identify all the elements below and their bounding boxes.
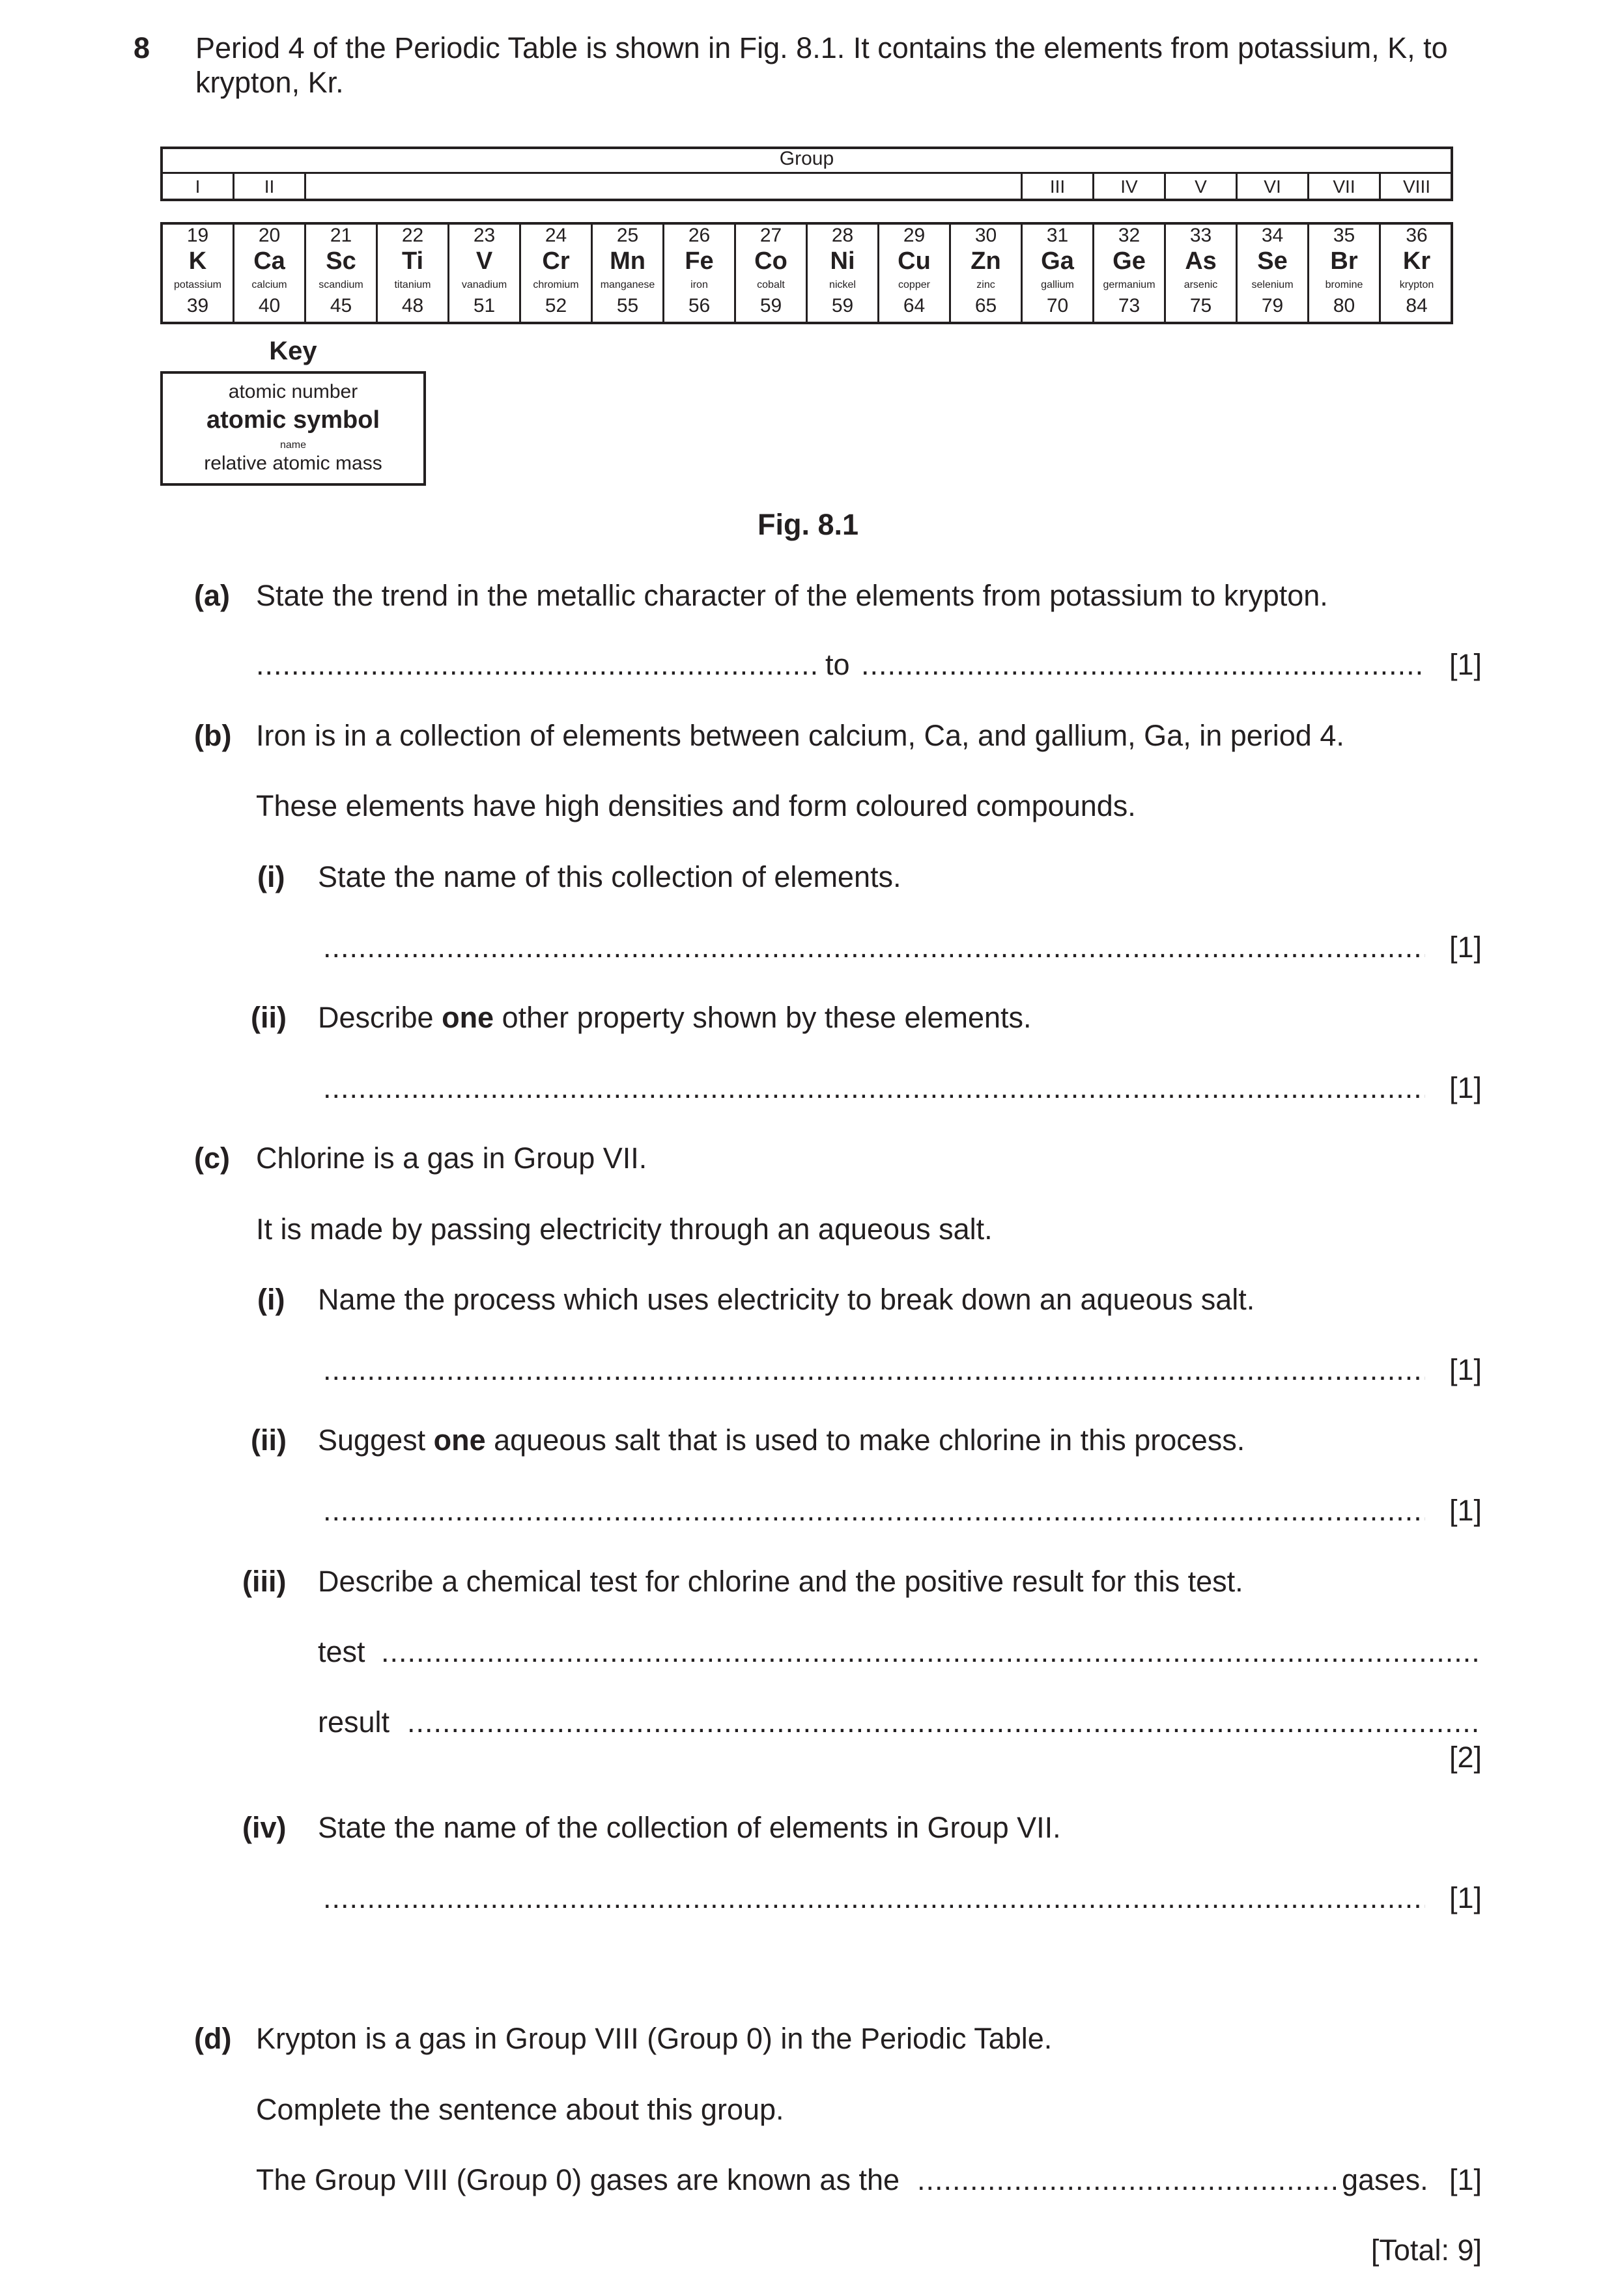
element-relative-atomic-mass: 48 [401, 295, 424, 316]
element-relative-atomic-mass: 59 [759, 295, 782, 316]
element-name: copper [898, 279, 930, 290]
element-symbol: Co [754, 247, 787, 275]
part-c-iii-test-label: test [318, 1635, 365, 1668]
element-relative-atomic-mass: 59 [831, 295, 854, 316]
element-relative-atomic-mass: 79 [1261, 295, 1284, 316]
element-atomic-number: 31 [1046, 225, 1069, 246]
part-d-answer-line[interactable] [917, 2163, 1336, 2197]
element-relative-atomic-mass: 45 [330, 295, 352, 316]
element-cell-ni [808, 225, 879, 322]
element-relative-atomic-mass: 84 [1406, 295, 1428, 316]
element-name: selenium [1251, 279, 1294, 290]
element-atomic-number: 35 [1333, 225, 1355, 246]
group-iii-header: III [1023, 174, 1094, 200]
part-c-ii-label: (ii) [251, 1423, 287, 1457]
element-symbol: V [475, 247, 493, 275]
element-name: cobalt [757, 279, 785, 290]
part-c-iv-label: (iv) [242, 1811, 287, 1844]
key-atomic-symbol: atomic symbol [206, 406, 380, 434]
group-title: Group [779, 148, 834, 169]
question-intro-line2: krypton, Kr. [195, 66, 344, 99]
group-transition-blank [306, 174, 1023, 200]
part-b-text: Iron is in a collection of elements between calcium, Ca, and gallium, Ga, in period 4. [256, 719, 1344, 752]
key-title: Key [269, 337, 317, 365]
part-b-i-text: State the name of this collection of elements. [318, 860, 901, 893]
element-atomic-number: 19 [186, 225, 209, 246]
element-symbol: Se [1257, 247, 1288, 275]
element-cell-v [449, 225, 521, 322]
part-c-iv-mark: [1] [1449, 1881, 1482, 1914]
element-relative-atomic-mass: 64 [903, 295, 926, 316]
part-a-answer-line-1[interactable] [256, 648, 817, 682]
element-relative-atomic-mass: 52 [545, 295, 567, 316]
group-vii-header: VII [1309, 174, 1381, 200]
element-atomic-number: 22 [401, 225, 424, 246]
element-cell-cu [879, 225, 951, 322]
element-atomic-number: 27 [759, 225, 782, 246]
part-d-sentence-end: gases. [1342, 2163, 1428, 2196]
key-name: name [279, 440, 307, 451]
part-a-text: State the trend in the metallic character of the elements from potassium to krypton. [256, 579, 1328, 612]
element-cell-se [1238, 225, 1309, 322]
part-b-label: (b) [194, 719, 232, 752]
element-relative-atomic-mass: 39 [186, 295, 209, 316]
part-c-i-label: (i) [257, 1283, 285, 1316]
key-box [160, 371, 426, 486]
part-b-ii-label: (ii) [251, 1001, 287, 1034]
element-relative-atomic-mass: 40 [258, 295, 281, 316]
question-total: [Total: 9] [1370, 2233, 1482, 2267]
element-name: potassium [174, 279, 221, 290]
element-cell-ti [378, 225, 449, 322]
element-symbol: Ga [1041, 247, 1074, 275]
question-intro-line1: Period 4 of the Periodic Table is shown in Fig. 8.1. It contains the elements from potassium, K, to [195, 31, 1448, 64]
part-c-iv-text: State the name of the collection of elements in Group VII. [318, 1811, 1061, 1844]
element-atomic-number: 23 [473, 225, 496, 246]
element-cell-zn [951, 225, 1023, 322]
part-c-iii-result-label: result [318, 1705, 390, 1739]
group-viii-header: VIII [1402, 176, 1430, 197]
part-c-iii-mark: [2] [1449, 1741, 1482, 1774]
element-name: bromine [1325, 279, 1363, 290]
element-cell-cr [521, 225, 593, 322]
element-relative-atomic-mass: 80 [1333, 295, 1355, 316]
part-a-answer-line-2[interactable] [861, 648, 1425, 682]
part-c-i-text: Name the process which uses electricity to break down an aqueous salt. [318, 1283, 1255, 1316]
part-b-i-label: (i) [257, 860, 285, 893]
element-atomic-number: 34 [1261, 225, 1284, 246]
element-symbol: Br [1330, 247, 1358, 275]
part-b-i-answer-line[interactable] [323, 931, 1425, 964]
element-name: zinc [976, 279, 995, 290]
element-atomic-number: 33 [1189, 225, 1212, 246]
element-name: gallium [1041, 279, 1074, 290]
element-name: krypton [1399, 279, 1434, 290]
part-b-ii-text: Describe one other property shown by these elements. [318, 1001, 1032, 1034]
part-c-iii-label: (iii) [242, 1565, 287, 1598]
element-cell-ga [1023, 225, 1094, 322]
part-c-label: (c) [194, 1141, 230, 1175]
part-d-sentence-start: The Group VIII (Group 0) gases are known as the [256, 2163, 900, 2196]
element-cell-mn [593, 225, 664, 322]
part-b-text2: These elements have high densities and form coloured compounds. [256, 789, 1136, 822]
element-name: titanium [394, 279, 431, 290]
element-symbol: Cu [898, 247, 931, 275]
element-name: chromium [533, 279, 579, 290]
part-a-mark: [1] [1449, 648, 1482, 681]
group-v-header: V [1166, 174, 1238, 200]
element-name: vanadium [461, 279, 507, 290]
element-symbol: K [188, 247, 207, 275]
element-cell-as [1166, 225, 1238, 322]
figure-caption: Fig. 8.1 [757, 508, 859, 541]
element-atomic-number: 32 [1118, 225, 1141, 246]
part-d-mark: [1] [1449, 2163, 1482, 2196]
group-i-header: I [163, 174, 234, 200]
element-name: arsenic [1184, 279, 1218, 290]
part-d-label: (d) [194, 2022, 232, 2055]
element-symbol: Ti [401, 247, 424, 275]
element-symbol: Kr [1402, 247, 1431, 275]
element-atomic-number: 29 [903, 225, 926, 246]
part-c-ii-text: Suggest one aqueous salt that is used to make chlorine in this process. [318, 1423, 1245, 1457]
element-relative-atomic-mass: 70 [1046, 295, 1069, 316]
element-atomic-number: 24 [545, 225, 567, 246]
element-symbol: Fe [685, 247, 714, 275]
element-name: manganese [600, 279, 655, 290]
element-symbol: Ni [830, 247, 855, 275]
part-a-label: (a) [194, 579, 230, 612]
element-atomic-number: 26 [688, 225, 711, 246]
element-cell-co [736, 225, 808, 322]
group-vi-header: VI [1238, 174, 1309, 200]
element-name: calcium [251, 279, 287, 290]
element-atomic-number: 36 [1406, 225, 1428, 246]
element-atomic-number: 30 [974, 225, 997, 246]
part-d-text2: Complete the sentence about this group. [256, 2093, 784, 2126]
part-c-ii-answer-line[interactable] [323, 1494, 1425, 1528]
element-atomic-number: 20 [258, 225, 281, 246]
element-cell-ca [234, 225, 306, 322]
part-b-ii-mark: [1] [1449, 1071, 1482, 1104]
element-relative-atomic-mass: 73 [1118, 295, 1141, 316]
element-name: iron [690, 279, 708, 290]
part-c-i-answer-line[interactable] [323, 1353, 1425, 1387]
element-atomic-number: 21 [330, 225, 352, 246]
element-name: nickel [829, 279, 856, 290]
element-symbol: Mn [610, 247, 645, 275]
element-cell-ge [1094, 225, 1166, 322]
element-relative-atomic-mass: 65 [974, 295, 997, 316]
element-name: scandium [319, 279, 363, 290]
element-cell-k [163, 225, 234, 322]
element-atomic-number: 25 [616, 225, 639, 246]
part-c-text2: It is made by passing electricity through an aqueous salt. [256, 1212, 993, 1246]
element-symbol: Cr [542, 247, 570, 275]
part-b-i-mark: [1] [1449, 931, 1482, 964]
group-iv-header: IV [1094, 174, 1166, 200]
key-atomic-number: atomic number [228, 381, 358, 402]
element-cell-fe [664, 225, 736, 322]
part-c-text: Chlorine is a gas in Group VII. [256, 1141, 647, 1175]
group-ii-header: II [234, 174, 306, 200]
element-symbol: As [1185, 247, 1217, 275]
element-atomic-number: 28 [831, 225, 854, 246]
part-c-iii-text: Describe a chemical test for chlorine and the positive result for this test. [318, 1565, 1243, 1598]
element-relative-atomic-mass: 55 [616, 295, 639, 316]
element-cell-sc [306, 225, 378, 322]
part-b-ii-answer-line[interactable] [323, 1071, 1425, 1105]
element-name: germanium [1103, 279, 1155, 290]
element-cell-kr [1381, 225, 1453, 322]
part-a-to: to [825, 648, 850, 681]
part-c-iv-answer-line[interactable] [323, 1881, 1425, 1915]
part-c-i-mark: [1] [1449, 1353, 1482, 1386]
part-c-iii-test-answer-line[interactable] [381, 1635, 1482, 1669]
part-d-text: Krypton is a gas in Group VIII (Group 0) in the Periodic Table. [256, 2022, 1053, 2055]
element-relative-atomic-mass: 75 [1189, 295, 1212, 316]
element-relative-atomic-mass: 56 [688, 295, 711, 316]
element-symbol: Ca [253, 247, 285, 275]
element-symbol: Ge [1113, 247, 1146, 275]
key-relative-atomic-mass: relative atomic mass [204, 453, 382, 474]
question-number: 8 [134, 31, 150, 64]
element-symbol: Zn [971, 247, 1001, 275]
element-cell-br [1309, 225, 1381, 322]
part-c-iii-result-answer-line[interactable] [407, 1705, 1482, 1739]
element-relative-atomic-mass: 51 [473, 295, 496, 316]
part-c-ii-mark: [1] [1449, 1494, 1482, 1527]
element-symbol: Sc [326, 247, 356, 275]
